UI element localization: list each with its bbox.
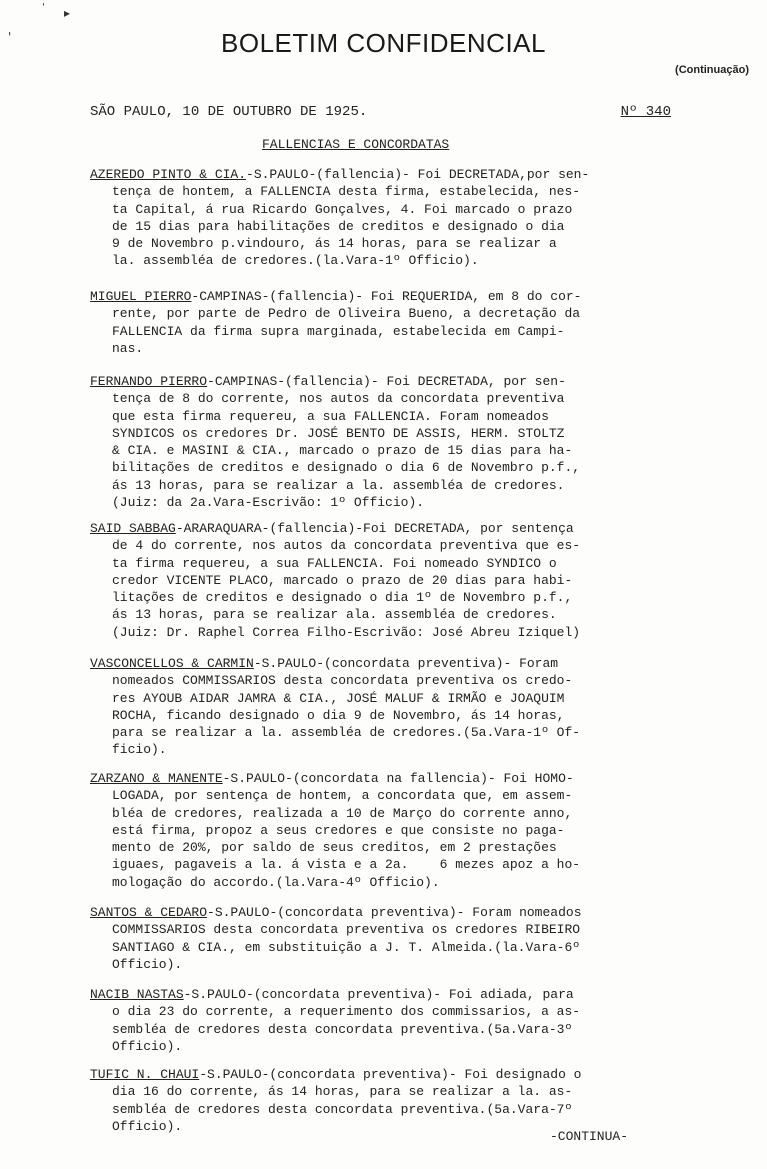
entry-line: -ARARAQUARA-(fallencia)-Foi DECRETADA, por sentença — [175, 521, 574, 536]
entry-line: Officio). — [112, 1118, 183, 1134]
entry-line: & CIA. e MASINI & CIA., marcado o prazo de 15 dias para ha- — [112, 443, 573, 459]
entry-line: tença de 8 do corrente, nos autos da concordata preventiva — [112, 391, 565, 407]
entry-head: FERNANDO PIERRO — [90, 374, 208, 389]
entry-line: -S.PAULO-(concordata preventiva)- Foram nomeados — [207, 905, 582, 920]
entry-line: ás 13 horas, para se realizar ala. assembléa de credores. — [112, 607, 557, 623]
entry-line: -CAMPINAS-(fallencia)- Foi DECRETADA, por sen- — [207, 374, 566, 389]
entry-line: ta firma requereu, a sua FALLENCIA. Foi nomeado SYNDICO o — [112, 555, 557, 571]
entry-line: está firma, propoz a seus credores e que consiste no paga- — [112, 822, 565, 838]
entry-line: Officio). — [112, 956, 183, 972]
entry-line: nas. — [112, 340, 144, 356]
entry-tufic-chaui — [90, 1066, 702, 1135]
entry-line: mento de 20%, por saldo de seus creditos, em 2 prestações — [112, 840, 557, 856]
date: SÃO PAULO, 10 DE OUTUBRO DE 1925. — [90, 104, 368, 120]
entry-line: -S.PAULO-(concordata na fallencia)- Foi HOMO- — [222, 771, 574, 786]
entry-azeredo-pinto — [90, 166, 702, 270]
entry-line: ta Capital, á rua Ricardo Gonçalves, 4. Foi marcado o prazo — [112, 201, 573, 217]
entry-line: res AYOUB AIDAR JAMRA & CIA., JOSÉ MALUF & IRMÃO e JOAQUIM — [112, 690, 565, 706]
continues-label: -CONTINUA- — [550, 1129, 629, 1144]
entry-line: SYNDICOS os credores Dr. JOSÉ BENTO DE ASSIS, HERM. STOLTZ — [112, 425, 565, 441]
entry-line: 9 de Novembro p.vindouro, ás 14 horas, para se realizar a — [112, 236, 557, 252]
continuation-label: (Continuação) — [675, 64, 749, 76]
entry-line: FALLENCIA da firma supra marginada, estabelecida em Campi- — [112, 323, 565, 339]
entry-line: -S.PAULO-(concordata preventiva)- Foi adiada, para — [183, 987, 574, 1002]
dateline — [90, 104, 671, 120]
entry-line: litações de creditos e designado o dia 1º de Novembro p.f., — [112, 590, 573, 606]
entry-line: la. assembléa de credores.(la.Vara-1º Officio). — [112, 253, 479, 269]
bulletin-number: Nº 340 — [620, 104, 671, 120]
entry-line: mologação do accordo.(la.Vara-4º Officio). — [112, 874, 440, 890]
entry-head: TUFIC N. CHAUI — [90, 1067, 200, 1082]
entry-nacib-nastas — [90, 986, 702, 1055]
entry-line: -S.PAULO-(fallencia)- Foi DECRETADA,por sen- — [246, 167, 590, 182]
entry-line: o dia 23 do corrente, a requerimento dos commissarios, a as- — [112, 1004, 581, 1020]
entry-zarzano-manente — [90, 770, 702, 891]
entry-head: NACIB NASTAS — [90, 987, 184, 1002]
entry-line: para se realizar a la. assembléa de credores.(5a.Vara-1º Of- — [112, 725, 581, 741]
entry-line: LOGADA, por sentença de hontem, a concordata que, em assem- — [112, 788, 573, 804]
entry-line: rente, por parte de Pedro de Oliveira Bueno, a decretação da — [112, 306, 581, 322]
entry-line: SANTIAGO & CIA., em substituição a J. T. Almeida.(la.Vara-6º — [112, 939, 581, 955]
entry-said-sabbag — [90, 520, 702, 641]
entry-head: SANTOS & CEDARO — [90, 905, 208, 920]
entry-head: ZARZANO & MANENTE — [90, 771, 223, 786]
entry-line: COMMISSARIOS desta concordata preventiva os credores RIBEIRO — [112, 922, 581, 938]
entry-line: (Juiz: da 2a.Vara-Escrivão: 1º Officio). — [112, 495, 425, 511]
entry-line: -S.PAULO-(concordata preventiva)- Foi designado o — [199, 1067, 582, 1082]
entry-fernando-pierro — [90, 373, 702, 511]
entry-line: tença de hontem, a FALLENCIA desta firma, estabelecida, nes- — [112, 184, 581, 200]
entry-line: -S.PAULO-(concordata preventiva)- Foram — [253, 656, 559, 671]
entry-line: ás 13 horas, para se realizar a la. assembléa de credores. — [112, 477, 565, 493]
entry-line: bilitações de creditos e designado o dia 6 de Novembro p.f., — [112, 460, 581, 476]
entry-line: que esta firma requereu, a sua FALLENCIA. Foram nomeados — [112, 408, 549, 424]
page-title: BOLETIM CONFIDENCIAL — [221, 28, 546, 58]
entry-miguel-pierro — [90, 288, 702, 357]
entry-head: AZEREDO PINTO & CIA. — [90, 167, 247, 182]
entry-line: -CAMPINAS-(fallencia)- Foi REQUERIDA, em 8 do cor- — [191, 289, 582, 304]
entry-line: de 15 dias para habilitações de creditos e designado o dia — [112, 218, 565, 234]
entry-line: ROCHA, ficando designado o dia 9 de Novembro, ás 14 horas, — [112, 707, 565, 723]
entry-line: ficio). — [112, 742, 167, 758]
entry-line: iguaes, pagaveis a la. á vista e a 2a. 6 mezes apoz a ho- — [112, 857, 581, 873]
entry-head: VASCONCELLOS & CARMIN — [90, 656, 254, 671]
entry-line: bléa de credores, realizada a 10 de Março do corrente anno, — [112, 805, 573, 821]
entry-line: sembléa de credores desta concordata preventiva.(5a.Vara-7º — [112, 1101, 573, 1117]
entry-vasconcellos-carmin — [90, 655, 702, 759]
entry-line: credor VICENTE PLACO, marcado o prazo de 20 dias para habi- — [112, 572, 573, 588]
entry-santos-cedaro — [90, 904, 702, 973]
section-title: FALLENCIAS E CONCORDATAS — [262, 137, 450, 152]
entry-line: (Juiz: Dr. Raphel Correa Filho-Escrivão: José Abreu Iziquel) — [112, 624, 581, 640]
entry-head: SAID SABBAG — [90, 521, 176, 536]
entry-head: MIGUEL PIERRO — [90, 289, 192, 304]
entry-line: nomeados COMMISSARIOS desta concordata preventiva os credo- — [112, 673, 573, 689]
entry-line: Officio). — [112, 1038, 183, 1054]
entry-line: sembléa de credores desta concordata preventiva.(5a.Vara-3º — [112, 1021, 573, 1037]
entry-line: dia 16 do corrente, ás 14 horas, para se realizar a la. as- — [112, 1084, 573, 1100]
entry-line: de 4 do corrente, nos autos da concordata preventiva que es- — [112, 538, 581, 554]
